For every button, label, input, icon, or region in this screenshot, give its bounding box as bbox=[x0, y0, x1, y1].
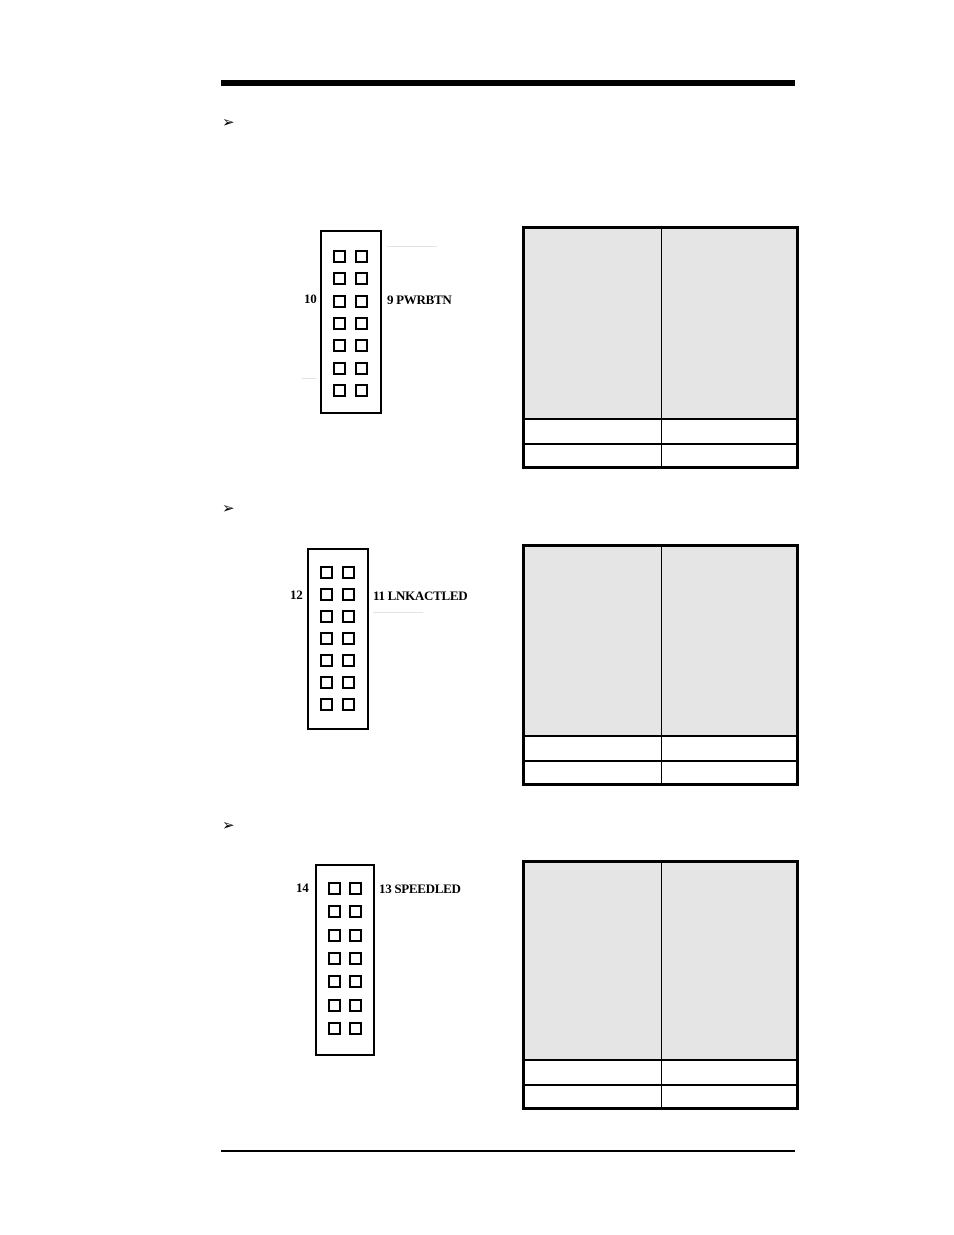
connector-housing bbox=[307, 548, 369, 730]
pin-square bbox=[328, 882, 341, 895]
connector-housing bbox=[320, 230, 382, 414]
pin-square bbox=[320, 566, 333, 579]
pin-square bbox=[333, 339, 346, 352]
pin-square bbox=[349, 882, 362, 895]
table-column-divider bbox=[661, 229, 662, 466]
pin-assignment-table-3 bbox=[522, 860, 799, 1110]
pin-square bbox=[355, 362, 368, 375]
pin-square bbox=[333, 362, 346, 375]
pin-square bbox=[342, 588, 355, 601]
pin-square bbox=[328, 929, 341, 942]
pin-square bbox=[342, 676, 355, 689]
pin-square bbox=[333, 384, 346, 397]
pin-label-right: 13 SPEEDLED bbox=[379, 881, 461, 896]
pin-square bbox=[342, 654, 355, 667]
section-bullet-1: ➢ bbox=[222, 113, 235, 131]
leader-line bbox=[302, 378, 316, 379]
table-row-divider bbox=[525, 418, 796, 420]
pin-label-left: 10 bbox=[304, 291, 317, 306]
table-row-divider bbox=[525, 1084, 796, 1086]
pin-square bbox=[333, 317, 346, 330]
leader-line bbox=[373, 612, 423, 613]
pin-square bbox=[328, 905, 341, 918]
pin-label-left: 14 bbox=[296, 880, 309, 895]
section-bullet-3: ➢ bbox=[222, 816, 235, 834]
table-column-divider bbox=[661, 547, 662, 783]
pin-square bbox=[355, 250, 368, 263]
leader-line bbox=[387, 246, 437, 247]
pin-label-right: 11 LNKACTLED bbox=[373, 588, 468, 603]
pin-square bbox=[349, 1022, 362, 1035]
table-row-divider bbox=[525, 1059, 796, 1061]
pin-square bbox=[349, 975, 362, 988]
pin-square bbox=[355, 339, 368, 352]
pin-square bbox=[320, 698, 333, 711]
section-bullet-2: ➢ bbox=[222, 499, 235, 517]
pin-square bbox=[349, 952, 362, 965]
pin-label-right: 9 PWRBTN bbox=[387, 292, 452, 307]
pin-square bbox=[342, 698, 355, 711]
pin-square bbox=[328, 952, 341, 965]
pin-square bbox=[342, 610, 355, 623]
pin-square bbox=[349, 999, 362, 1012]
table-row-divider bbox=[525, 443, 796, 445]
footer-rule bbox=[221, 1150, 795, 1152]
pin-assignment-table-2 bbox=[522, 544, 799, 786]
pin-square bbox=[342, 632, 355, 645]
table-row-divider bbox=[525, 735, 796, 737]
pin-square bbox=[333, 250, 346, 263]
pin-square bbox=[320, 676, 333, 689]
header-rule bbox=[221, 80, 795, 86]
pin-square bbox=[333, 272, 346, 285]
pin-square bbox=[355, 317, 368, 330]
pin-square bbox=[320, 632, 333, 645]
pin-square bbox=[355, 384, 368, 397]
pin-square bbox=[349, 905, 362, 918]
pin-square bbox=[328, 999, 341, 1012]
pin-square bbox=[355, 272, 368, 285]
pin-square bbox=[328, 975, 341, 988]
pin-square bbox=[328, 1022, 341, 1035]
pin-assignment-table-1 bbox=[522, 226, 799, 469]
pin-square bbox=[320, 588, 333, 601]
pin-square bbox=[342, 566, 355, 579]
table-column-divider bbox=[661, 863, 662, 1107]
table-row-divider bbox=[525, 760, 796, 762]
pin-square bbox=[320, 610, 333, 623]
pin-label-left: 12 bbox=[290, 587, 303, 602]
pin-square bbox=[349, 929, 362, 942]
pin-square bbox=[320, 654, 333, 667]
pin-square bbox=[355, 295, 368, 308]
connector-housing bbox=[315, 864, 375, 1056]
pin-square bbox=[333, 295, 346, 308]
